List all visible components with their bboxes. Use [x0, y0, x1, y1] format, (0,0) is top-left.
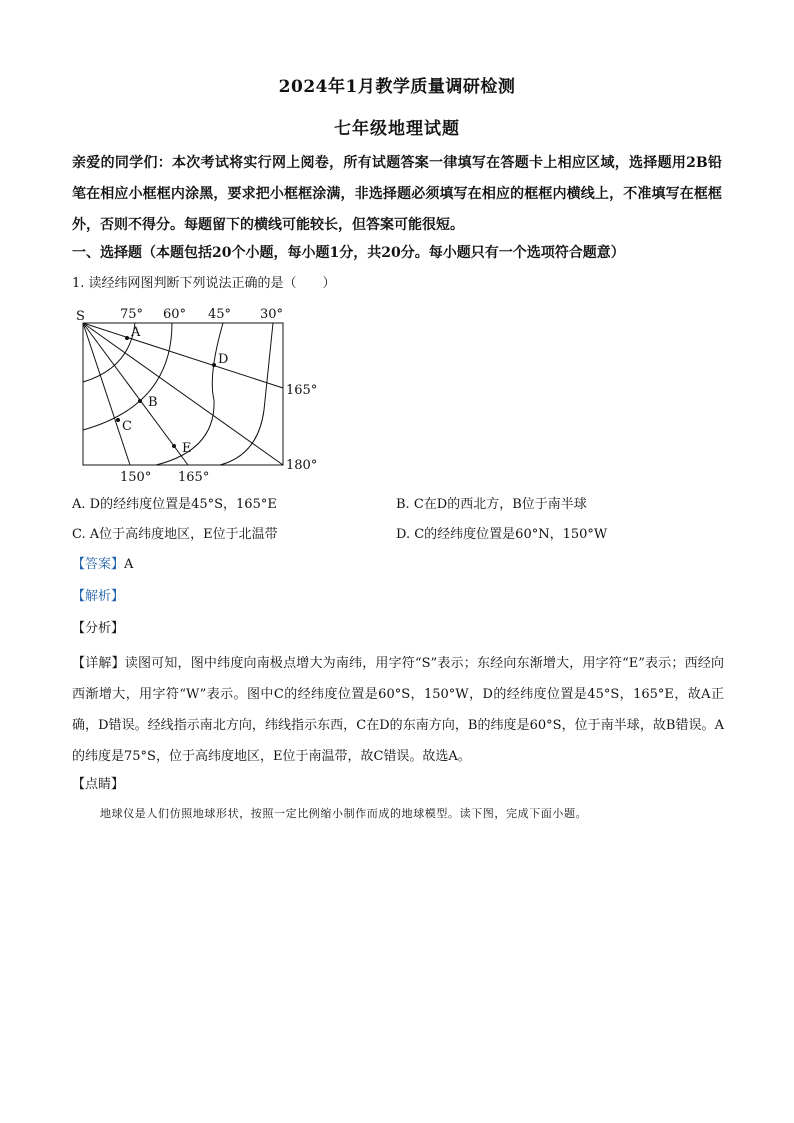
dianjing-label: 【点睛】: [72, 777, 125, 792]
point-e: [172, 444, 176, 448]
pole-label: S: [76, 309, 85, 324]
fenxi-label: 【分析】: [72, 621, 125, 636]
lon-label-165-right: 165°: [286, 383, 318, 398]
option-c: C. A位于高纬度地区，E位于北温带: [72, 527, 278, 542]
dianjing-line: [72, 776, 124, 794]
exam-notice: 亲爱的同学们：本次考试将实行网上阅卷，所有试题答案一律填写在答题卡上相应区域，选择题用2B铅笔在相应小框框内涂黑，要求把小框框涂满，非选择题必须填写在相应的框框内横线上，不准填写在框框外，否则不得分。每题留下的横线可能较长，但答案可能很短。: [72, 155, 722, 233]
fenxi-line: [72, 620, 124, 638]
meridian-165: [83, 323, 283, 388]
point-d: [212, 363, 216, 367]
lat-label-75: 75°: [120, 307, 144, 322]
point-b-label: B: [148, 395, 158, 410]
answer-value: A: [124, 557, 134, 572]
lat-label-30: 30°: [260, 307, 284, 322]
exam-title: 2024年1月教学质量调研检测: [278, 77, 516, 97]
detail-text: 读图可知，图中纬度向南极点增大为南纬，用字符“S”表示；东经向东渐增大，用字符“E”表示；西经向西渐增大，用字符“W”表示。图中C的经纬度位置是60°S，150°W，D的经纬度位置是45°S，165°E，故A正确，D错误。经线指示南北方向，纬线指示东西，C在D的东南方向，B的纬度是60°S，位于南半球，故B错误。A的纬度是75°S，位于高纬度地区，E位于南温带，故C错误。故选A。: [72, 656, 724, 764]
lon-label-150: 150°: [120, 470, 152, 485]
point-e-label: E: [182, 441, 192, 456]
material-text: 地球仪是人们仿照地球形状，按照一定比例缩小制作而成的地球模型。读下图，完成下面小题。: [100, 807, 588, 820]
point-c-label: C: [122, 419, 132, 434]
point-c: [116, 418, 120, 422]
lat-label-45: 45°: [208, 307, 232, 322]
graticule-diagram: [68, 300, 328, 485]
lon-label-165-bottom: 165°: [178, 470, 210, 485]
point-a-label: A: [131, 325, 141, 340]
answer-label: 【答案】: [72, 557, 125, 572]
detail-label: 【详解】: [72, 656, 125, 671]
lon-label-180: 180°: [286, 458, 318, 473]
meridian-165-lower: [83, 323, 188, 465]
point-b: [138, 399, 142, 403]
exam-subtitle: 七年级地理试题: [334, 119, 460, 139]
lat-label-60: 60°: [163, 307, 187, 322]
answer-line: [72, 556, 133, 574]
analysis-line: [72, 588, 124, 606]
section-heading: 一、选择题（本题包括20个小题，每小题1分，共20分。每小题只有一个选项符合题意）: [72, 245, 625, 261]
meridian-150: [83, 323, 130, 465]
option-d: D. C的经纬度位置是60°N，150°W: [396, 527, 608, 542]
option-a: A. D的经纬度位置是45°S，165°E: [72, 497, 277, 512]
parallel-30: [220, 323, 273, 465]
detail-paragraph: [72, 648, 724, 772]
point-a: [125, 336, 129, 340]
analysis-label: 【解析】: [72, 589, 125, 604]
option-b: B. C在D的西北方，B位于南半球: [396, 497, 587, 512]
point-d-label: D: [218, 352, 229, 367]
question-stem: 1. 读经纬网图判断下列说法正确的是（ ）: [72, 276, 336, 291]
